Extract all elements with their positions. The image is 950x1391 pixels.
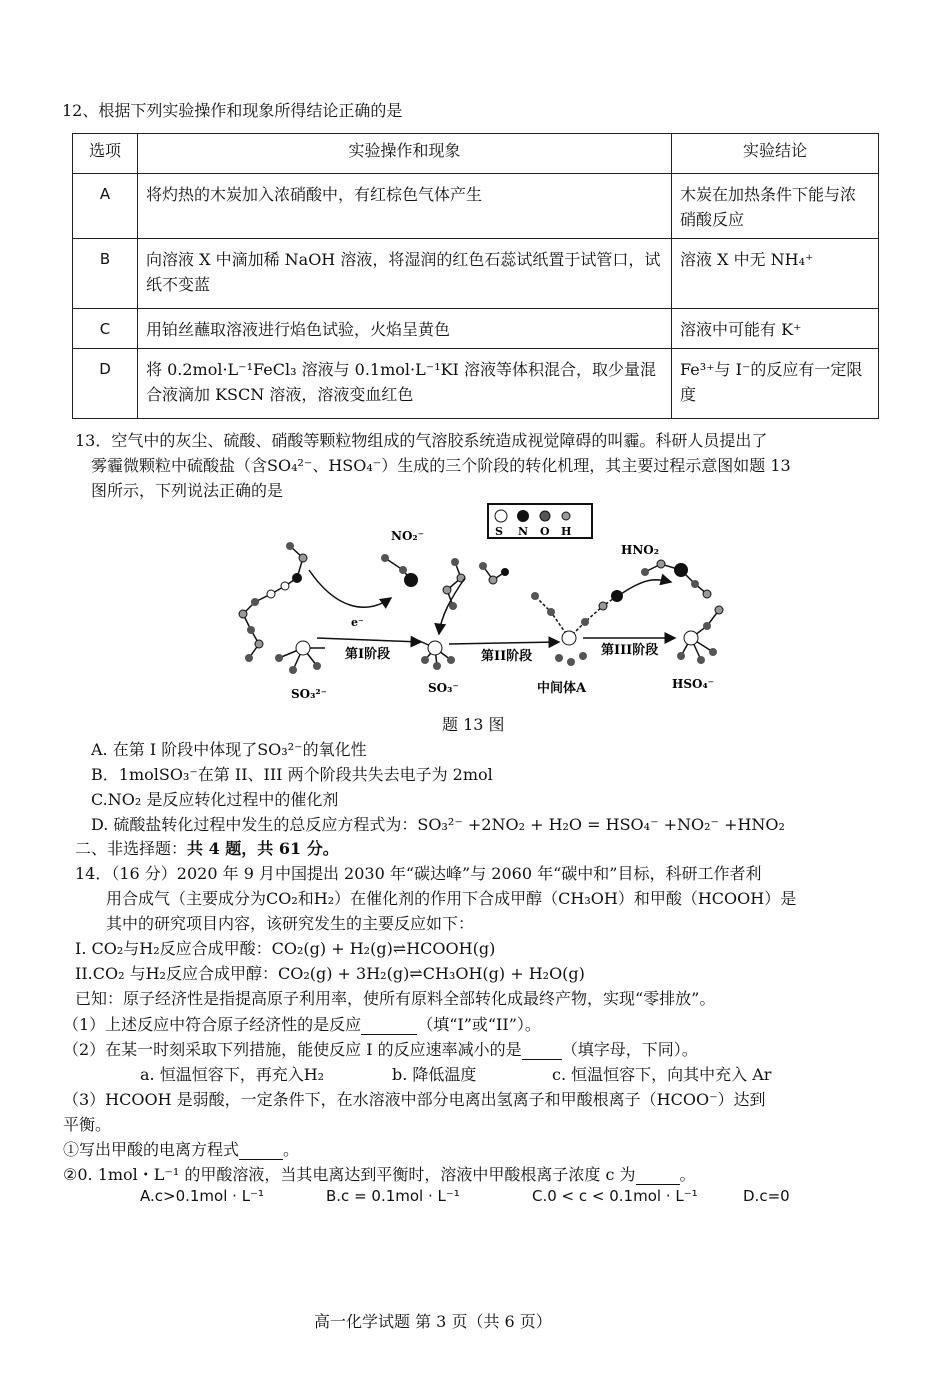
part2-option-b: b. 降低温度 — [392, 1065, 477, 1084]
legend-n: N — [518, 525, 529, 538]
q13-option-c: C.NO₂ 是反应转化过程中的催化剂 — [91, 790, 339, 809]
label-stage1: 第I阶段 — [345, 647, 391, 662]
q14-part3-line2: 平衡。 — [63, 1115, 112, 1134]
label-intermediate: 中间体A — [537, 681, 587, 696]
q14-line2: 用合成气（主要成分为CO₂和H₂）在催化剂的作用下合成甲醇（CH₃OH）和甲酸（HCOOH）是 — [106, 889, 797, 908]
table-row — [73, 239, 879, 309]
q14-line3: 其中的研究项目内容，该研究发生的主要反应如下： — [106, 914, 475, 933]
q14-part1 — [63, 1012, 541, 1035]
operation-cell: 向溶液 X 中滴加稀 NaOH 溶液，将湿润的红色石蕊试纸置于试管口，试纸不变蓝 — [138, 239, 672, 309]
page-footer: 高一化学试题 第 3 页（共 6 页） — [314, 1312, 552, 1331]
part2-option-a: a. 恒温恒容下，再充入H₂ — [140, 1065, 325, 1084]
section-bold: 共 4 题，共 61 分。 — [187, 839, 339, 858]
option-label: D — [73, 349, 138, 419]
header-conclusion: 实验结论 — [672, 134, 879, 174]
conclusion-cell: 木炭在加热条件下能与浓硝酸反应 — [672, 174, 879, 239]
part2-hint: （填字母，下同）。 — [561, 1040, 698, 1059]
sub2-option-c: C.0 < c < 0.1mol · L⁻¹ — [532, 1187, 698, 1205]
legend-h: H — [561, 525, 572, 538]
label-hso4: HSO₄⁻ — [672, 677, 715, 691]
option-label: C — [73, 309, 138, 349]
label-stage2: 第II阶段 — [481, 649, 533, 664]
oxygen-icon — [540, 511, 550, 521]
part1-text: （1）上述反应中符合原子经济性的是反应 — [63, 1015, 362, 1034]
q14-sub1 — [63, 1137, 299, 1160]
legend-o: O — [540, 525, 550, 538]
sub2-option-d: D.c=0 — [743, 1187, 790, 1205]
conclusion-cell: 溶液 X 中无 NH₄⁺ — [672, 239, 879, 309]
table-row — [73, 349, 879, 419]
label-stage3: 第III阶段 — [601, 643, 659, 658]
legend-s: S — [495, 525, 503, 538]
sub2-text: ②0. 1mol・L⁻¹ 的甲酸溶液，当其电离达到平衡时，溶液中甲酸根离子浓度 c 为 — [63, 1165, 636, 1184]
conclusion-cell: Fe³⁺与 I⁻的反应有一定限度 — [672, 349, 879, 419]
option-label: B — [73, 239, 138, 309]
operation-cell: 将灼热的木炭加入浓硝酸中，有红棕色气体产生 — [138, 174, 672, 239]
sub2-option-b: B.c = 0.1mol · L⁻¹ — [326, 1187, 460, 1205]
q14-part2 — [63, 1037, 698, 1060]
hydrogen-icon — [562, 512, 570, 520]
q14-line1: 14．（16 分）2020 年 9 月中国提出 2030 年“碳达峰”与 2060 年“碳中和”目标，科研工作者利 — [75, 864, 762, 883]
sub1-text: ①写出甲酸的电离方程式 — [63, 1140, 240, 1159]
sub2-option-a: A.c>0.1mol · L⁻¹ — [140, 1187, 264, 1205]
sulfur-icon — [495, 510, 507, 522]
reaction-2: II.CO₂ 与H₂反应合成甲醇：CO₂(g) + 3H₂(g)⇌CH₃OH(g) + H₂O(g) — [75, 964, 585, 983]
so3-2-molecule — [243, 546, 325, 670]
q13-option-a: A. 在第 I 阶段中体现了SO₃²⁻的氧化性 — [91, 740, 367, 759]
sub1-end: 。 — [283, 1140, 300, 1159]
q13-option-b: B．1molSO₃⁻在第 II、III 两个阶段共失去电子为 2mol — [91, 765, 493, 784]
sulfate-mechanism-diagram — [225, 498, 730, 706]
sub2-end: 。 — [679, 1165, 696, 1184]
operation-cell: 用铂丝蘸取溶液进行焰色试验，火焰呈黄色 — [138, 309, 672, 349]
table-header-row — [73, 134, 879, 174]
q13-line2: 雾霾微颗粒中硫酸盐（含SO₄²⁻、HSO₄⁻）生成的三个阶段的转化机理，其主要过程示意图如题 13 — [91, 456, 791, 475]
q13-option-d: D. 硫酸盐转化过程中发生的总反应方程式为：SO₃²⁻ +2NO₂ + H₂O = HSO₄⁻ +NO₂⁻ +HNO₂ — [91, 815, 785, 834]
label-so3-2: SO₃²⁻ — [291, 687, 327, 701]
label-electron: e⁻ — [351, 616, 364, 629]
section-prefix: 二、非选择题： — [75, 839, 188, 858]
part2-text: （2）在某一时刻采取下列措施，能使反应 I 的反应速率减小的是 — [63, 1040, 522, 1059]
reaction-1: I. CO₂与H₂反应合成甲酸：CO₂(g) + H₂(g)⇌HCOOH(g) — [75, 939, 496, 958]
option-label: A — [73, 174, 138, 239]
q13-line1: 13．空气中的灰尘、硫酸、硝酸等颗粒物组成的气溶胶系统造成视觉障碍的叫霾。科研人员提出了 — [75, 431, 768, 450]
q14-sub2 — [63, 1162, 696, 1185]
table-row — [73, 309, 879, 349]
known-note: 已知：原子经济性是指提高原子利用率，使所有原料全部转化成最终产物，实现“零排放”。 — [75, 989, 716, 1008]
label-no2: NO₂⁻ — [391, 529, 425, 543]
q12-stem: 12、根据下列实验操作和现象所得结论正确的是 — [62, 101, 403, 120]
section-heading — [75, 836, 339, 859]
label-hno2: HNO₂ — [621, 543, 660, 557]
label-so3: SO₃⁻ — [428, 681, 459, 695]
operation-cell: 将 0.2mol·L⁻¹FeCl₃ 溶液与 0.1mol·L⁻¹KI 溶液等体积混合，取少量混合液滴加 KSCN 溶液，溶液变血红色 — [138, 349, 672, 419]
figure-caption: 题 13 图 — [442, 715, 505, 734]
q12-table — [72, 133, 879, 419]
part1-blank[interactable] — [361, 1015, 417, 1035]
q14-part3-line1: （3）HCOOH 是弱酸，一定条件下，在水溶液中部分电离出氢离子和甲酸根离子（HCOO⁻）达到 — [63, 1090, 766, 1109]
nitrogen-icon — [517, 510, 529, 522]
conclusion-cell: 溶液中可能有 K⁺ — [672, 309, 879, 349]
q13-line3: 图所示，下列说法正确的是 — [91, 481, 284, 500]
part2-blank[interactable] — [522, 1040, 562, 1060]
part1-hint: （填“I”或“II”）。 — [417, 1015, 541, 1034]
part2-option-c: c. 恒温恒容下，向其中充入 Ar — [552, 1065, 772, 1084]
sub1-blank[interactable] — [239, 1140, 283, 1160]
table-row — [73, 174, 879, 239]
header-option: 选项 — [73, 134, 138, 174]
header-operation: 实验操作和现象 — [138, 134, 672, 174]
sub2-blank[interactable] — [636, 1165, 680, 1185]
